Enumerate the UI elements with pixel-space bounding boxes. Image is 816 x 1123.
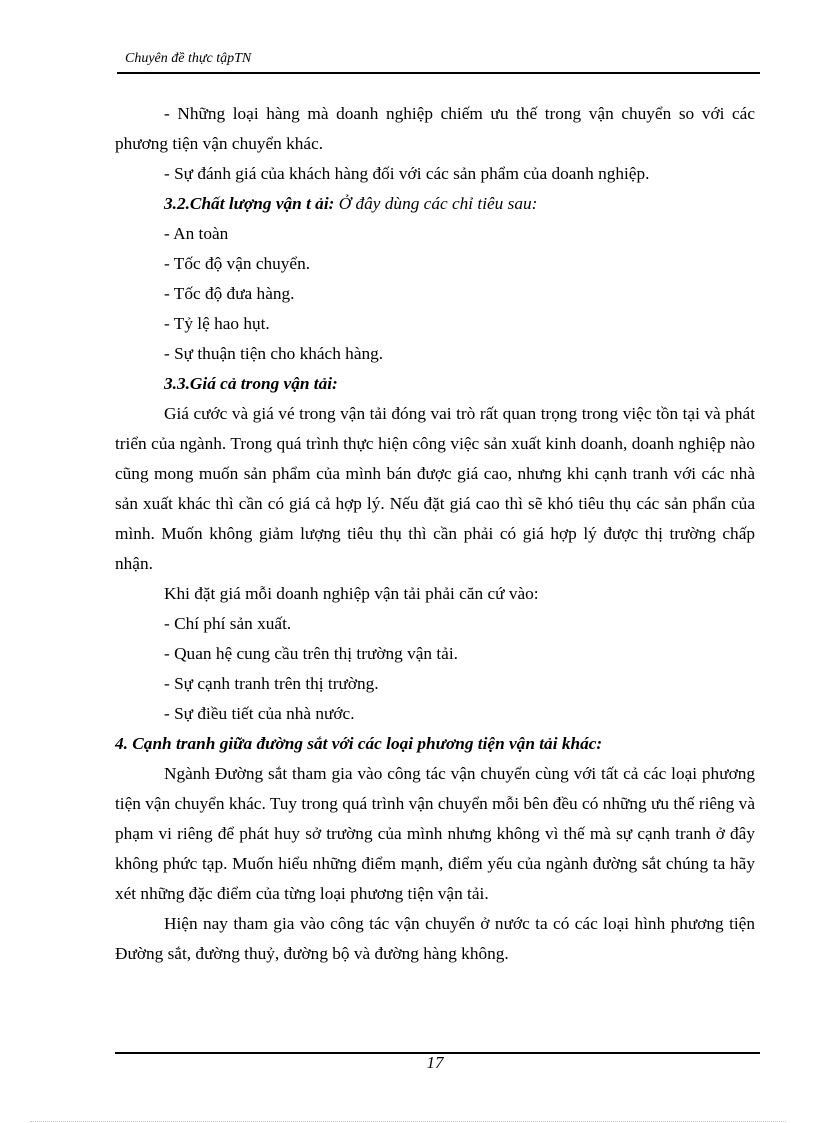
list-item: - An toàn — [164, 224, 229, 243]
list-item: - Sự cạnh tranh trên thị trường. — [164, 674, 379, 693]
list-item: - Tốc độ đưa hàng. — [164, 284, 295, 303]
list-item: - Tỷ lệ hao hụt. — [164, 314, 270, 333]
section-3-2-title: 3.2.Chất lượng vận t ải: — [164, 194, 335, 213]
section-3-2-subtitle: Ở đây dùng các chỉ tiêu sau: — [334, 194, 538, 213]
page-number: 17 — [426, 1053, 444, 1072]
list-item: - Sự thuận tiện cho khách hàng. — [164, 344, 384, 363]
list-item: - Quan hệ cung cầu trên thị trường vận tải. — [164, 644, 458, 663]
list-item: - Tốc độ vận chuyển. — [164, 254, 311, 273]
document-body — [115, 99, 755, 969]
page-header — [117, 50, 760, 74]
paragraph-pricing-basis: Khi đặt giá mỗi doanh nghiệp vận tải phải căn cứ vào: — [164, 584, 539, 603]
list-item: - Chí phí sản xuất. — [164, 614, 292, 633]
section-3-3-heading: 3.3.Giá cả trong vận tải: — [164, 374, 338, 393]
list-item: - Sự điều tiết của nhà nước. — [164, 704, 355, 723]
paragraph-transport-types: Hiện nay tham gia vào công tác vận chuyển ở nước ta có các loại hình phương tiện Đường sắt, đường thuỷ, đường bộ và đường hàng không. — [115, 914, 755, 963]
paragraph-railway-competition: Ngành Đường sắt tham gia vào công tác vận chuyển cùng với tất cả các loại phương tiện vận chuyển khác. Tuy trong quá trình vận chuyển mỗi bên đều có những ưu thế riêng và phạm vi riêng để phát huy sở trường của mình nhưng không vì thế mà sự cạnh tranh ở đây không phức tạp. Muốn hiểu những điểm mạnh, điểm yếu của ngành đường sắt chúng ta hãy xét những đặc điểm của từng loại phương tiện vận tải. — [115, 764, 755, 903]
header-title: Chuyên đề thực tậpTN — [125, 51, 252, 66]
paragraph-advantage-goods: - Những loại hàng mà doanh nghiệp chiếm ưu thế trong vận chuyển so với các phương tiện vận chuyển khác. — [115, 104, 755, 153]
section-4-heading: 4. Cạnh tranh giữa đường sắt với các loại phương tiện vận tải khác: — [115, 734, 603, 753]
paragraph-customer-evaluation: - Sự đánh giá của khách hàng đối với các sản phẩm của doanh nghiệp. — [164, 164, 650, 183]
section-3-2-heading — [115, 189, 755, 219]
page-break-divider — [30, 1121, 786, 1122]
paragraph-pricing: Giá cước và giá vé trong vận tải đóng vai trò rất quan trọng trong việc tồn tại và phát triển của ngành. Trong quá trình thực hiện công việc sản xuất kinh doanh, doanh nghiệp nào cũng mong muốn sản phẩm của mình bán được giá cao, nhưng khi cạnh tranh với các nhà sản xuất khác thì cần có giá cả hợp lý. Nếu đặt giá cao thì sẽ khó tiêu thụ các sản phẩn của mình. Muốn không giảm lượng tiêu thụ thì cần phải có giá hợp lý được thị trường chấp nhận. — [115, 404, 755, 573]
